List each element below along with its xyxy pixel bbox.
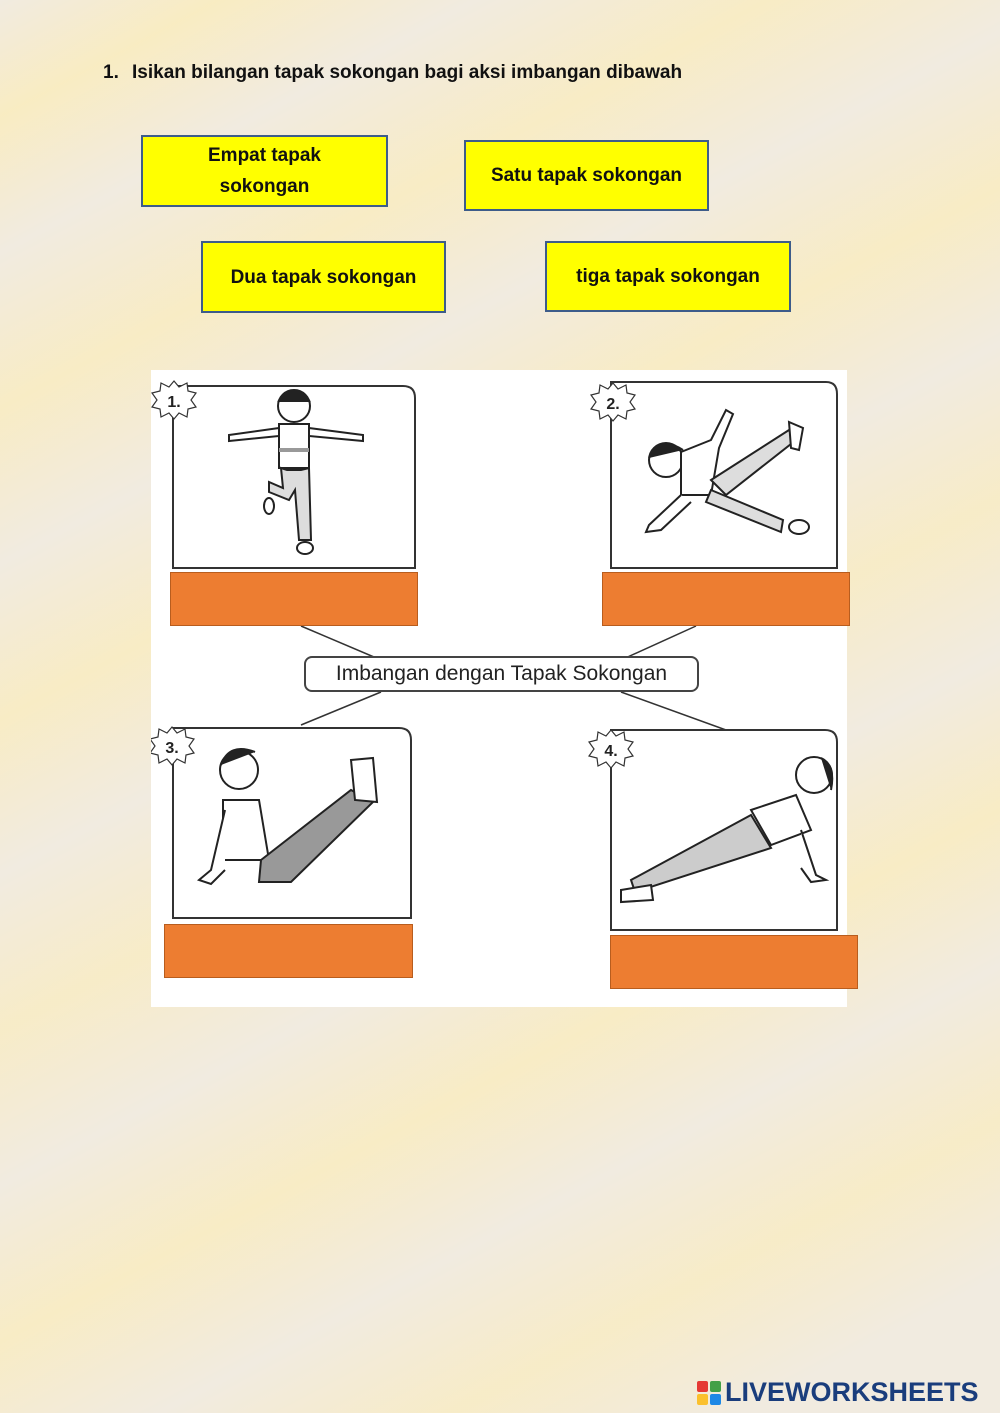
- option-label: Dua tapak sokongan: [230, 266, 417, 288]
- drop-zone-3[interactable]: [164, 924, 413, 978]
- option-tiga-tapak-sokongan[interactable]: [545, 241, 791, 312]
- option-satu-tapak-sokongan[interactable]: [464, 140, 709, 211]
- panel-3-frame: [173, 728, 411, 918]
- drop-zone-2[interactable]: [602, 572, 850, 626]
- question-text: Isikan bilangan tapak sokongan bagi aksi imbangan dibawah: [132, 62, 683, 83]
- option-label: tiga tapak sokongan: [576, 266, 760, 287]
- panel-1-number: 1.: [167, 394, 181, 411]
- center-label: Imbangan dengan Tapak Sokongan: [304, 656, 699, 692]
- option-label-line1: Empat tapak: [208, 145, 321, 166]
- question-heading: [103, 62, 682, 84]
- question-number: 1.: [103, 62, 119, 83]
- panel-4-number: 4.: [604, 743, 618, 760]
- option-label: [208, 140, 321, 202]
- option-empat-tapak-sokongan[interactable]: [141, 135, 388, 207]
- option-label: Satu tapak sokongan: [490, 165, 683, 186]
- balance-figure: [151, 370, 847, 1007]
- liveworksheets-brand[interactable]: [697, 1377, 979, 1408]
- drop-zone-4[interactable]: [610, 935, 858, 989]
- liveworksheets-logo-icon: [697, 1381, 721, 1405]
- drop-zone-1[interactable]: [170, 572, 418, 626]
- panel-2-number: 2.: [606, 396, 620, 413]
- option-label-line2: sokongan: [219, 176, 310, 197]
- option-dua-tapak-sokongan[interactable]: [201, 241, 446, 313]
- brand-text: LIVEWORKSHEETS: [725, 1377, 979, 1407]
- panel-3-number: 3.: [165, 740, 179, 757]
